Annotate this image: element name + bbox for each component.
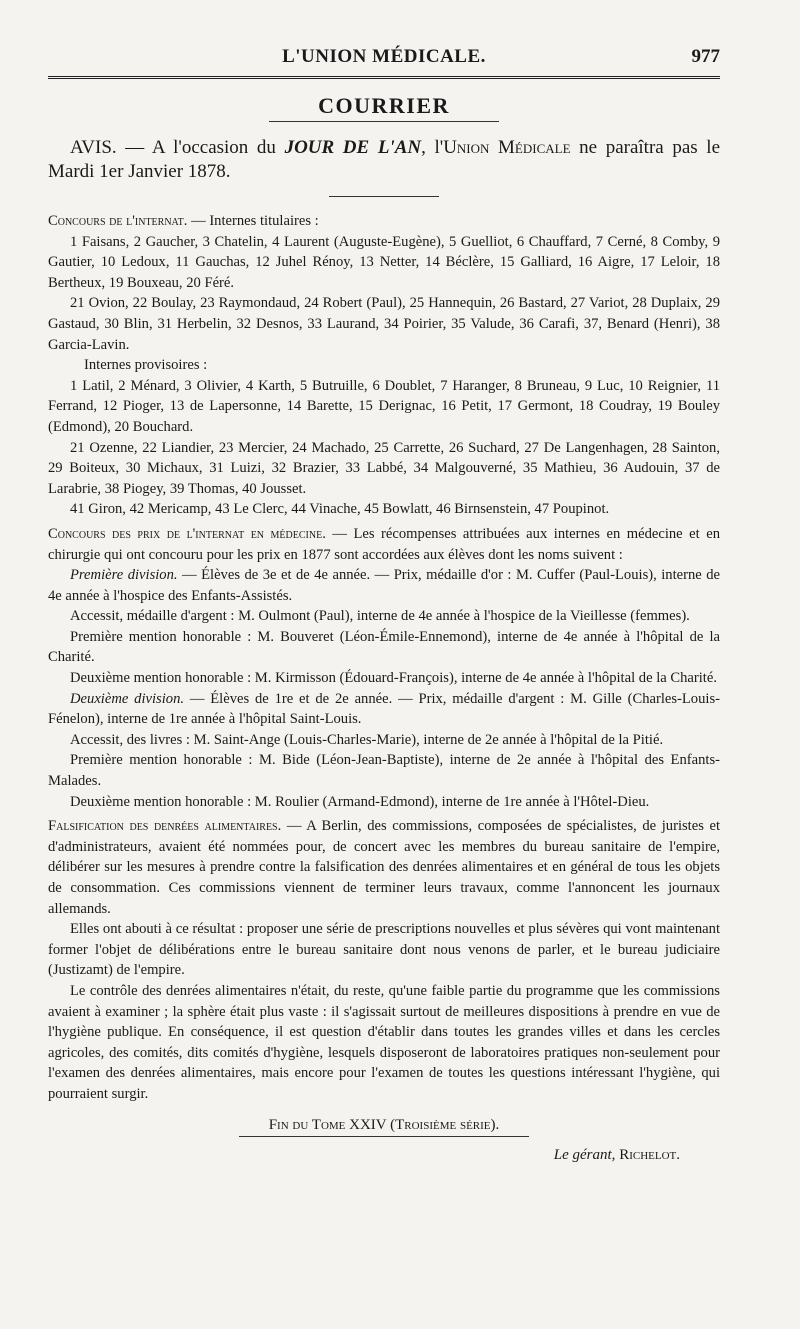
titulaires-paragraph: 21 Ovion, 22 Boulay, 23 Raymondaud, 24 Robert (Paul), 25 Hannequin, 26 Bastard, 27 Variot, 28 Duplaix, 29 Gastaud, 30 Blin, 31 Herbelin, 32 Desnos, 33 Laurand, 34 Poirier, 35 Valude, 36 Carafi, 37, Benard (Henri), 38 Garcia-Lavin.: [48, 295, 720, 353]
journal-title: L'UNION MÉDICALE.: [282, 46, 486, 67]
award-item: Première mention honorable : M. Bouveret (Léon-Émile-Ennemond), interne de 4e année à l'hôpital de la Charité.: [48, 628, 720, 666]
award-item: Accessit, des livres : M. Saint-Ange (Louis-Charles-Marie), interne de 2e année à l'hôpital de la Pitié.: [70, 731, 664, 748]
page: [48, 40, 720, 1164]
separator-rule: [329, 196, 439, 197]
award-item: Accessit, médaille d'argent : M. Oulmont (Paul), interne de 4e année à l'hospice de la Vieillesse (femmes).: [70, 608, 690, 625]
falsification-paragraph: Le contrôle des denrées alimentaires n'était, du reste, qu'une faible partie du programme que les commissions avaient à examiner ; la sphère était plus vaste : il s'agissait surtout de meilleures dispositions à prendre en vue de l'hygiène publique. En conséquence, il est question d'établir dans toutes les grandes villes et dans les cercles agricoles, des comités, dits comités d'hygiène, lesquels disposeront de laboratoires pratiques non-seulement pour l'examen des denrées alimentaires, mais encore pour l'examen de toutes les questions intéressant l'hygiène, qui pourraient surgir.: [48, 982, 720, 1102]
avis-lead: AVIS. — A l'occasion du: [70, 137, 285, 158]
division-2-text: — Élèves de 1re et de 2e année. — Prix, médaille d'argent : M. Gille (Charles-Louis-Fénelon), interne de 1re année à l'hôpital Saint-Louis.: [48, 690, 720, 728]
falsification-heading: Falsification des denrées alimentaires.: [48, 818, 282, 835]
award-item: Première mention honorable : M. Bide (Léon-Jean-Baptiste), interne de 2e année à l'hôpital des Enfants-Malades.: [48, 752, 720, 790]
running-header: [48, 40, 720, 74]
division-1-text: — Élèves de 3e et de 4e année. — Prix, médaille d'or : M. Cuffer (Paul-Louis), interne de 4e année à l'hospice des Enfants-Assistés.: [48, 567, 721, 604]
provisoires-paragraph: 1 Latil, 2 Ménard, 3 Olivier, 4 Karth, 5 Butruille, 6 Doublet, 7 Haranger, 8 Bruneau, 9 Luc, 10 Reignier, 11 Ferrand, 12 Pioger, 13 de Lapersonne, 14 Barette, 15 Derignac, 16 Petit, 17 Germont, 18 Coudray, 19 Bouley (Edmond), 20 Bouchard.: [48, 377, 720, 435]
provisoires-heading: Internes provisoires :: [84, 357, 208, 374]
division-2: [48, 689, 720, 730]
end-rule: [239, 1136, 529, 1137]
header-rule: [48, 76, 720, 79]
prix-intro: [48, 524, 720, 565]
avis-journal: Union Médicale: [443, 137, 571, 158]
provisoires-paragraph: 21 Ozenne, 22 Liandier, 23 Mercier, 24 Machado, 25 Carrette, 26 Suchard, 27 De Langenhagen, 28 Sainton, 29 Boiteux, 30 Michaux, 31 Luizi, 32 Brazier, 33 Labbé, 34 Malgouverné, 35 Mathieu, 36 Audouin, 37 de Larabrie, 38 Piogey, 39 Thomas, 40 Jousset.: [48, 439, 720, 497]
manager-name: Richelot.: [619, 1146, 680, 1163]
falsification-paragraph: [48, 816, 720, 919]
prix-intro-text: — Les récompenses attribuées aux internes en médecine et en chirurgie qui ont concouru pour les prix en 1877 sont accordées aux élèves dont les noms suivent :: [48, 525, 720, 563]
provisoires-paragraph: 41 Giron, 42 Mericamp, 43 Le Clerc, 44 Vinache, 45 Bowlatt, 46 Birnsenstein, 47 Poupinot.: [70, 501, 610, 518]
division-1-label: Première division.: [70, 567, 178, 584]
article-body: [48, 211, 720, 1105]
internat-heading-line: [48, 211, 720, 232]
avis-mid: , l': [421, 137, 444, 158]
end-of-volume: Fin du Tome XXIV (Troisième série).: [268, 1116, 500, 1133]
section-title: COURRIER: [318, 93, 450, 118]
award-item: Deuxième mention honorable : M. Roulier (Armand-Edmond), interne de 1re année à l'Hôtel-Dieu.: [70, 793, 650, 810]
page-number: 977: [691, 46, 720, 67]
division-1: [48, 565, 720, 606]
award-item: Deuxième mention honorable : M. Kirmisson (Édouard-François), interne de 4e année à l'hôpital de la Charité.: [70, 670, 717, 687]
avis-italic: JOUR DE L'AN: [284, 137, 422, 158]
falsification-text: — A Berlin, des commissions, composées de spécialistes, de juristes et d'administrateurs, avaient été nommées pour, de concert avec les membres du bureau sanitaire de l'empire, délibérer sur les mesures à prendre contre la falsification des denrées alimentaires et en général de tous les objets de consommation. Ces commissions viennent de terminer leurs travaux, comme l'annoncent les journaux allemands.: [48, 818, 720, 917]
title-rule: [269, 121, 499, 122]
manager-signature: [48, 1147, 720, 1164]
prix-heading: Concours des prix de l'internat en médecine.: [48, 525, 326, 542]
internat-heading: Concours de l'internat.: [48, 213, 188, 229]
manager-label: Le gérant,: [553, 1146, 616, 1163]
avis-notice: [48, 136, 720, 184]
avis-tail: ne paraîtra pas le Mardi 1er Janvier 1878.: [48, 137, 721, 182]
division-2-label: Deuxième division.: [70, 690, 185, 707]
internat-heading-tail: — Internes titulaires :: [187, 213, 319, 229]
falsification-paragraph: Elles ont abouti à ce résultat : proposer une série de prescriptions nouvelles et plus sévères qui vont maintenant former l'objet de délibérations entre le bureau sanitaire dont nous venons de parler, et le bureau judiciaire (Justizamt) de l'empire.: [48, 921, 720, 979]
titulaires-paragraph: 1 Faisans, 2 Gaucher, 3 Chatelin, 4 Laurent (Auguste-Eugène), 5 Guelliot, 6 Chauffard, 7 Cerné, 8 Comby, 9 Gautier, 10 Ledoux, 11 Gauchas, 12 Juhel Rénoy, 13 Netter, 14 Béclère, 15 Galliard, 16 Aigre, 17 Leloir, 18 Bertheux, 19 Bouxeau, 20 Féré.: [48, 233, 720, 291]
